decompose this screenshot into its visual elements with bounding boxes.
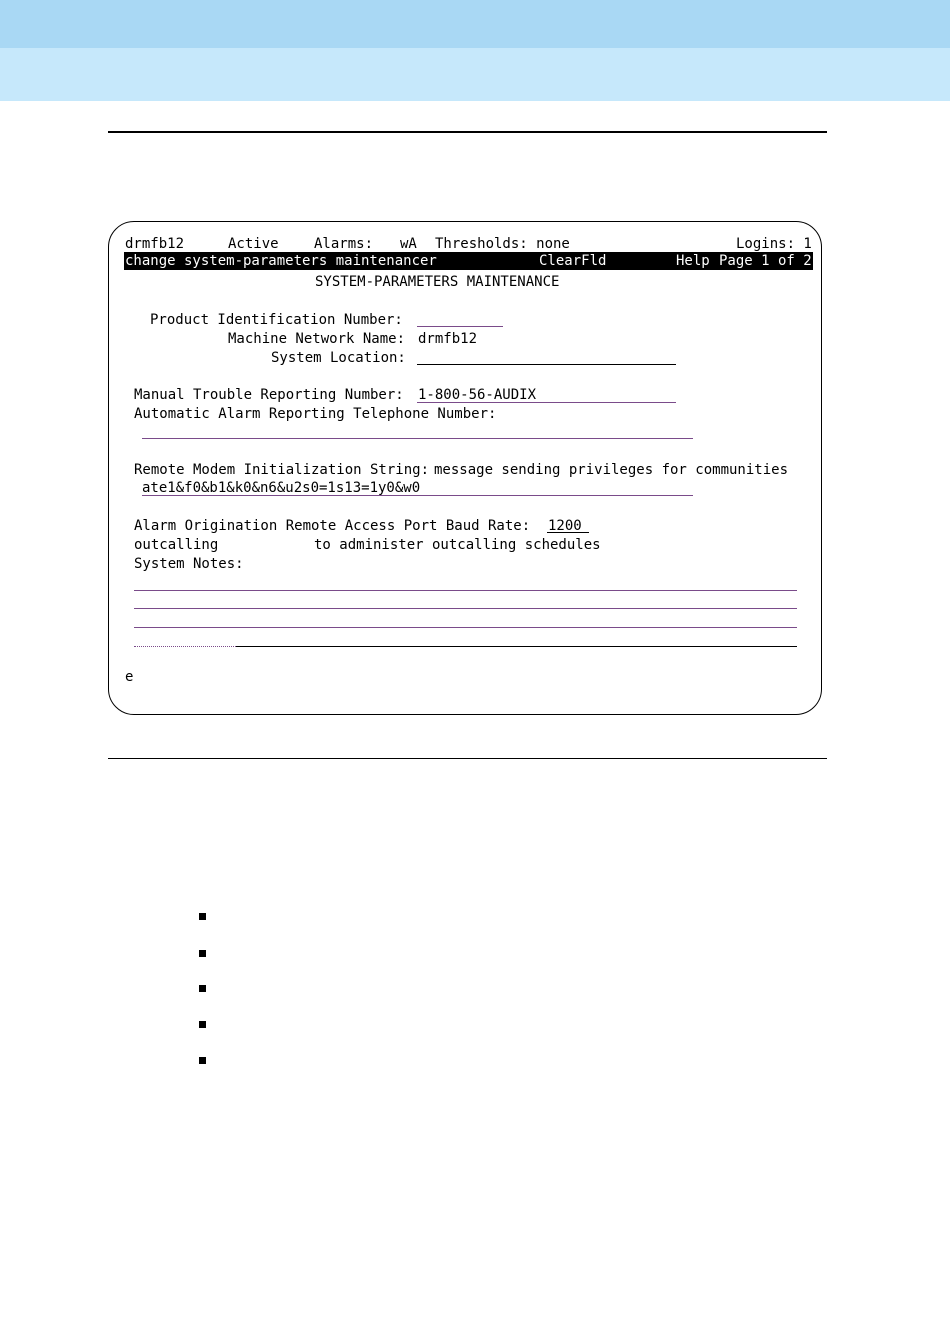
modem-overlay-text: message sending privileges for communities (434, 462, 789, 478)
alarms-value: wA (400, 236, 417, 252)
system-notes-line-1[interactable] (134, 590, 797, 591)
logins-count: Logins: 1 (736, 236, 812, 252)
system-notes-label: System Notes: (134, 556, 244, 572)
bullet-4 (199, 1021, 206, 1028)
form-title: SYSTEM-PARAMETERS MAINTENANCE (315, 274, 560, 290)
thresholds-status: Thresholds: none (435, 236, 570, 252)
header-band-top (0, 0, 950, 48)
help-key[interactable]: Help (676, 253, 710, 269)
bullet-2 (199, 950, 206, 957)
clear-field-key[interactable]: ClearFld (539, 253, 607, 269)
footer-char: e (125, 669, 134, 685)
system-notes-line-4[interactable] (236, 646, 797, 647)
system-location-field[interactable] (417, 364, 676, 365)
top-rule (108, 131, 827, 133)
modem-init-label: Remote Modem Initialization String: (134, 462, 430, 478)
system-notes-line-4-start[interactable] (134, 646, 236, 647)
product-id-label: Product Identification Number: (150, 312, 403, 328)
outcalling-text: outcalling (134, 537, 219, 553)
page-indicator: Page 1 of 2 (719, 253, 812, 269)
manual-trouble-field[interactable]: 1-800-56-AUDIX (417, 402, 676, 403)
bottom-rule (108, 758, 827, 759)
product-id-field[interactable] (417, 326, 503, 327)
outcalling-note: to administer outcalling schedules (314, 537, 601, 553)
system-notes-line-2[interactable] (134, 608, 797, 609)
system-state: Active (228, 236, 279, 252)
baud-rate-field[interactable]: 1200 (547, 532, 589, 533)
system-notes-line-3[interactable] (134, 627, 797, 628)
command-bar (124, 252, 813, 270)
bullet-5 (199, 1057, 206, 1064)
modem-init-field[interactable]: ate1&f0&b1&k0&n6&u2s0=1s13=1y0&w0 (142, 495, 693, 496)
header-band-bottom (0, 48, 950, 101)
bullet-1 (199, 913, 206, 920)
manual-trouble-label: Manual Trouble Reporting Number: (134, 387, 404, 403)
command-input[interactable]: change system-parameters maintenancer (125, 253, 437, 269)
machine-name-label: Machine Network Name: (228, 331, 406, 347)
terminal-screen (108, 221, 822, 715)
machine-name-value: drmfb12 (418, 331, 478, 347)
auto-alarm-label: Automatic Alarm Reporting Telephone Number: (134, 406, 497, 422)
auto-alarm-field[interactable] (142, 438, 693, 439)
host-name: drmfb12 (125, 236, 185, 252)
alarms-label: Alarms: (314, 236, 374, 252)
system-location-label: System Location: (271, 350, 406, 366)
bullet-3 (199, 985, 206, 992)
baud-rate-label: Alarm Origination Remote Access Port Baud Rate: (134, 518, 531, 534)
